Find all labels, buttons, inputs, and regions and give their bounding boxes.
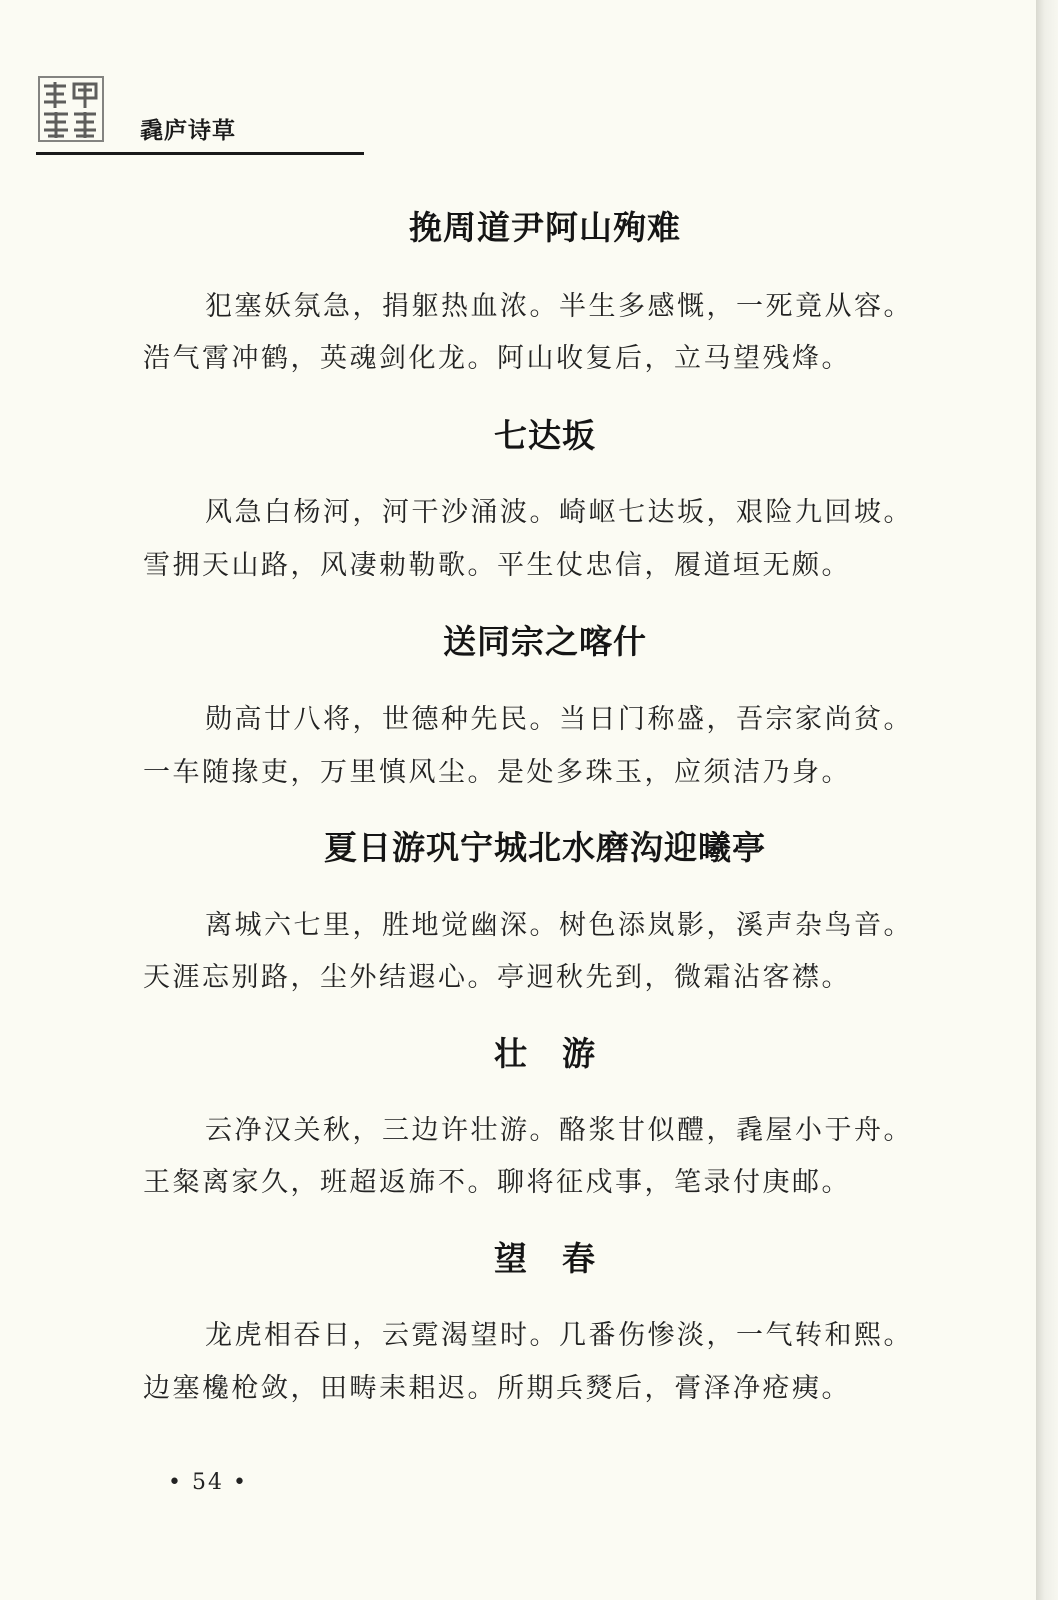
poem-title: 送同宗之喀什 <box>443 622 647 661</box>
poem-title: 七达坂 <box>494 416 596 455</box>
poem-line: 天涯忘别路，尘外结遐心。亭迥秋先到，微霜沾客襟。 <box>143 962 851 993</box>
seal-stamp-icon <box>36 74 106 144</box>
header-rule <box>36 152 364 155</box>
poem-line: 风急白杨河，河干沙涌波。崎岖七达坂，艰险九回坡。 <box>205 497 913 528</box>
poem-line: 云净汉关秋，三边许壮游。酪浆甘似醴，毳屋小于舟。 <box>205 1115 913 1146</box>
poem-line: 离城六七里，胜地觉幽深。树色添岚影，溪声杂鸟音。 <box>205 910 913 941</box>
poem-line: 龙虎相吞日，云霓渴望时。几番伤惨淡，一气转和熙。 <box>205 1320 913 1351</box>
poem-title: 望 春 <box>494 1239 596 1278</box>
poem-line: 边塞欃枪敛，田畴耒耜迟。所期兵燹后，膏泽净疮痍。 <box>143 1373 851 1404</box>
page-edge <box>1036 0 1058 1600</box>
page-number: • 54 • <box>168 1470 248 1495</box>
poem-title: 夏日游巩宁城北水磨沟迎曦亭 <box>324 828 766 867</box>
poem-line: 犯塞妖氛急，捐躯热血浓。半生多感慨，一死竟从容。 <box>205 291 913 322</box>
poem-title: 壮 游 <box>494 1034 596 1073</box>
poem-line: 雪拥天山路，风凄勅勒歌。平生仗忠信，履道垣无颇。 <box>143 550 851 581</box>
book-title: 毳庐诗草 <box>140 118 236 144</box>
poem-line: 勋高廿八将，世德种先民。当日门称盛，吾宗家尚贫。 <box>205 704 913 735</box>
poem-line: 浩气霄冲鹤，英魂剑化龙。阿山收复后，立马望残烽。 <box>143 343 851 374</box>
poem-line: 王粲离家久，班超返旆不。聊将征戍事，笔录付庚邮。 <box>143 1167 851 1198</box>
running-header <box>36 68 364 158</box>
poem-line: 一车随掾吏，万里慎风尘。是处多珠玉，应须洁乃身。 <box>143 757 851 788</box>
poem-title: 挽周道尹阿山殉难 <box>409 208 681 247</box>
